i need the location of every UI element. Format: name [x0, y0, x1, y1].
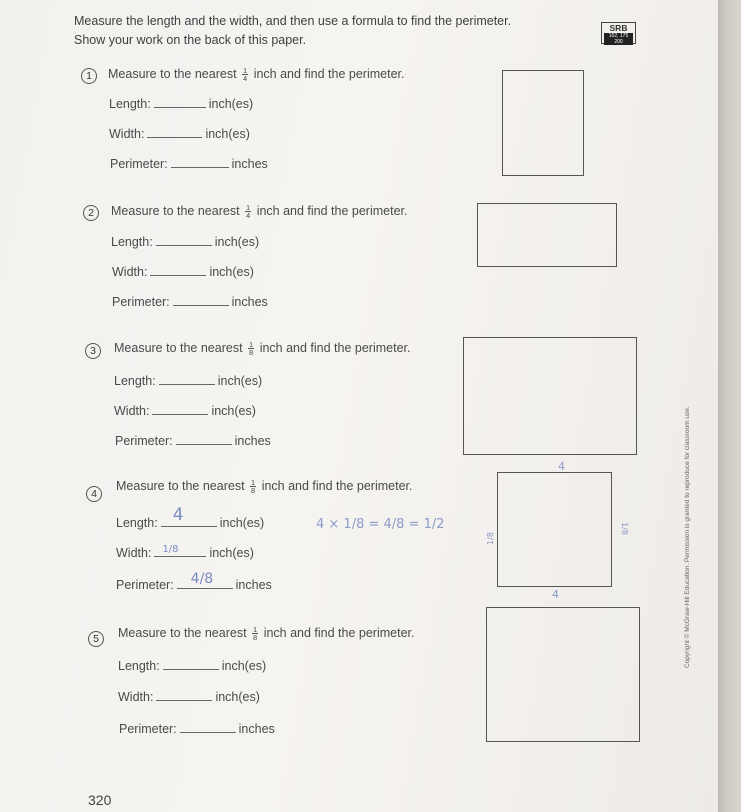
problem-2-length-row: Length: inch(es) — [111, 235, 260, 249]
problem-4-perimeter-blank[interactable]: 4/8 — [177, 588, 233, 589]
copyright-notice: Copyright © McGraw-Hill Education. Permission is granted to reproduce for classroom use. — [684, 406, 691, 668]
problem-2-width-row: Width: inch(es) — [112, 265, 254, 279]
problem-1-prompt — [108, 67, 404, 82]
problem-3-length-blank[interactable] — [159, 384, 215, 385]
instructions-line-2: Show your work on the back of this paper. — [74, 33, 307, 47]
problem-5-perimeter-blank[interactable] — [180, 732, 236, 733]
problem-4-top-label: 4 — [558, 460, 565, 473]
page-number: 320 — [88, 792, 112, 808]
problem-5-width-blank[interactable] — [156, 700, 212, 701]
problem-2-perimeter-row: Perimeter: inches — [112, 295, 268, 309]
problem-3-perimeter-blank[interactable] — [176, 444, 232, 445]
problem-2-prompt: Measure to the nearest $\frac{1}{4}$ inch and find the perimeter. — [111, 203, 408, 221]
problem-1-width-blank[interactable] — [147, 137, 202, 138]
problem-1-rectangle — [502, 70, 584, 176]
srb-pages-2: 200 — [604, 39, 633, 45]
problem-1-length-blank[interactable] — [154, 107, 206, 108]
problem-4-width-row: Width: 1/8 inch(es) — [116, 544, 254, 560]
problem-4-rectangle — [497, 472, 612, 587]
problem-3-width-blank[interactable] — [152, 414, 208, 415]
problem-1-perimeter-row: Perimeter: inches — [110, 157, 268, 171]
instructions-line-1: Measure the length and the width, and then use a formula to find the perimeter. — [74, 14, 512, 28]
problem-1-fraction: $\frac{1}{4}$ — [243, 66, 248, 84]
problem-2-perimeter-blank[interactable] — [173, 305, 229, 306]
problem-3-number: 3 — [85, 343, 101, 359]
problem-1-perimeter-blank[interactable] — [171, 167, 229, 168]
problem-3-fraction: $\frac{1}{8}$ — [249, 340, 254, 358]
problem-4-width-blank[interactable]: 1/8 — [154, 556, 206, 557]
srb-badge — [601, 22, 636, 44]
problem-4-right-label: 1/8 — [619, 522, 629, 535]
problem-3-length-row: Length: inch(es) — [114, 374, 263, 388]
problem-4-length-row: Length: 4 inch(es) — [116, 505, 265, 530]
problem-5-length-blank[interactable] — [163, 669, 219, 670]
problem-4-prompt: Measure to the nearest $\frac{1}{8}$ inch and find the perimeter. — [116, 478, 413, 496]
problem-4-work: 4 × 1/8 = 4/8 = 1/2 — [316, 517, 445, 532]
problem-4-perimeter-row: Perimeter: 4/8 inches — [116, 571, 272, 592]
problem-5-perimeter-row: Perimeter: inches — [119, 722, 275, 736]
page-edge — [718, 0, 741, 812]
problem-1-prompt-after: inch and find the perimeter. — [253, 67, 405, 81]
problem-5-width-row: Width: inch(es) — [118, 690, 260, 704]
problem-5-rectangle — [486, 607, 640, 742]
problem-2-length-blank[interactable] — [156, 245, 212, 246]
problem-2-rectangle — [477, 203, 617, 267]
problem-5-fraction: $\frac{1}{8}$ — [253, 625, 258, 643]
srb-label: SRB — [609, 23, 628, 33]
srb-pages-1: 162, 175 — [604, 33, 633, 39]
problem-2-width-blank[interactable] — [150, 275, 206, 276]
problem-5-prompt: Measure to the nearest $\frac{1}{8}$ inch and find the perimeter. — [118, 625, 415, 643]
problem-1-prompt-before: Measure to the nearest — [108, 67, 237, 81]
problem-4-fraction: $\frac{1}{8}$ — [251, 478, 256, 496]
problem-4-number: 4 — [86, 486, 102, 502]
problem-5-number: 5 — [88, 631, 104, 647]
problem-2-fraction: $\frac{1}{4}$ — [246, 203, 251, 221]
problem-3-perimeter-row: Perimeter: inches — [115, 434, 271, 448]
problem-1-length-row: Length: inch(es) — [109, 97, 254, 111]
problem-2-number: 2 — [83, 205, 99, 221]
problem-3-width-row: Width: inch(es) — [114, 404, 256, 418]
problem-3-prompt: Measure to the nearest $\frac{1}{8}$ inch and find the perimeter. — [114, 340, 411, 358]
problem-4-bottom-label: 4 — [552, 588, 559, 601]
problem-1-number: 1 — [81, 68, 97, 84]
problem-1-width-row: Width: inch(es) — [109, 127, 250, 141]
problem-5-length-row: Length: inch(es) — [118, 659, 267, 673]
problem-4-left-label: 1/8 — [485, 532, 495, 545]
problem-3-rectangle — [463, 337, 637, 455]
problem-4-length-blank[interactable]: 4 — [161, 526, 217, 527]
